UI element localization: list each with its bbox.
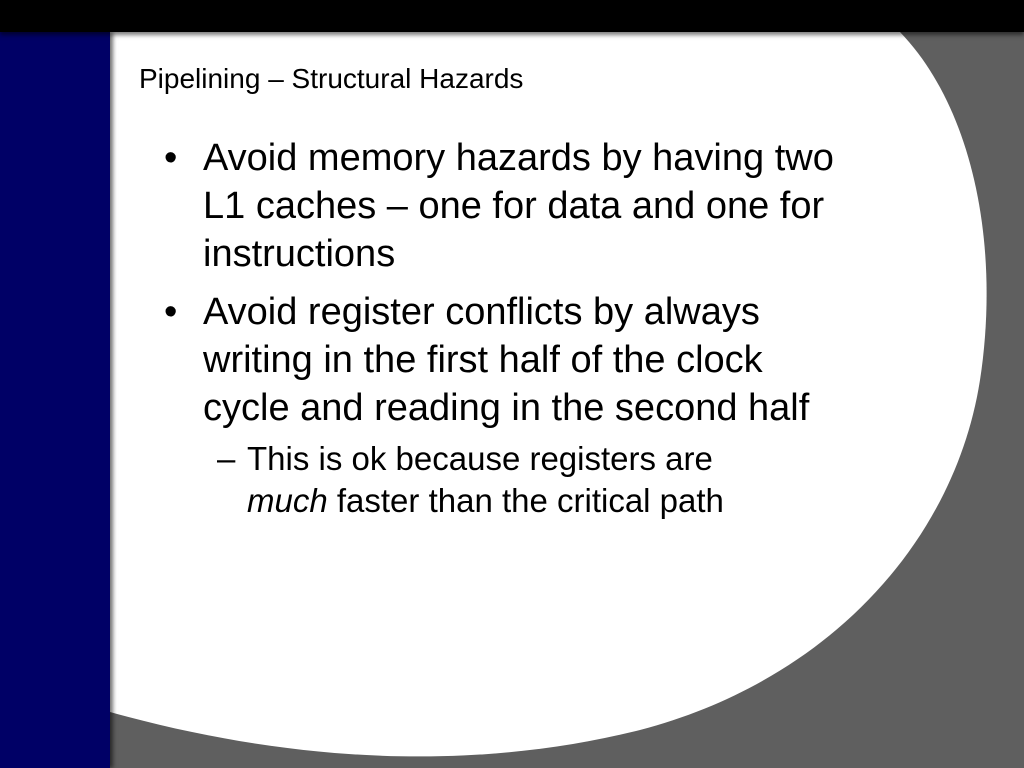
sub-bullet-item [217, 438, 852, 522]
sub-bullet-list [203, 438, 852, 522]
bullet-marker: • [164, 291, 178, 333]
bullet-list [162, 134, 852, 532]
slide-title: Pipelining – Structural Hazards [139, 63, 524, 94]
sub-bullet-emphasis: much [247, 482, 328, 519]
sub-bullet-text-line1: This is ok because registers are [247, 440, 713, 477]
sub-bullet-text-line2: faster than the critical path [327, 482, 724, 519]
bullet-item [162, 134, 852, 278]
bullet-item [162, 288, 852, 522]
sub-bullet-marker: – [217, 440, 236, 477]
bullet-text: Avoid register conflicts by always writing in the first half of the clock cycle and reading in the second half [203, 291, 810, 429]
bullet-marker: • [164, 137, 178, 179]
bullet-text: Avoid memory hazards by having two L1 caches – one for data and one for instructions [203, 137, 834, 275]
